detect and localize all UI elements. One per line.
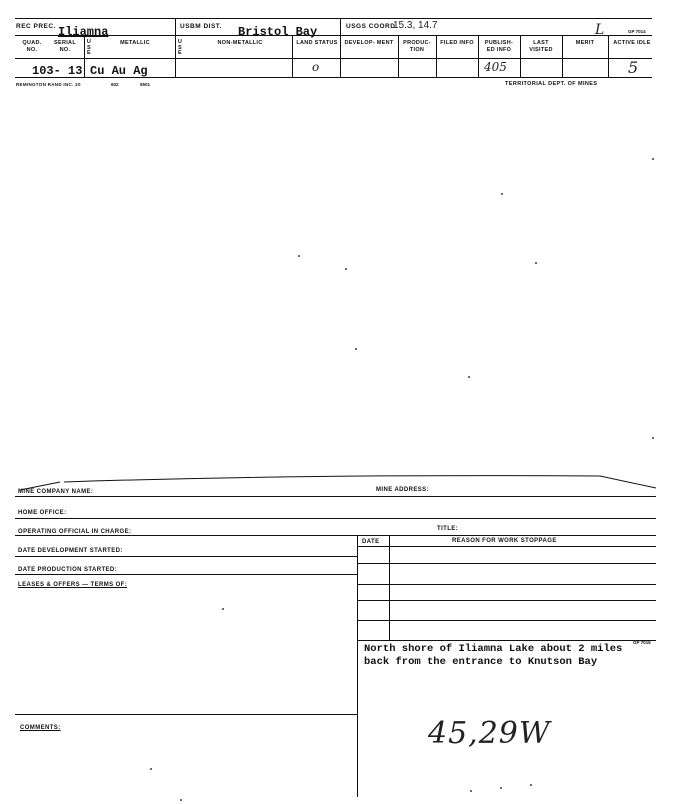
footer-dept: TERRITORIAL DEPT. OF MINES (505, 81, 598, 87)
col-sep-c (398, 35, 399, 77)
corner-handwritten-mark: L (595, 22, 605, 38)
speck (530, 784, 532, 786)
rule-table-1 (358, 563, 656, 564)
top-vsep-1 (175, 18, 176, 77)
date-production-label: DATE PRODUCTION STARTED: (18, 567, 118, 573)
top-rule-1 (15, 35, 652, 36)
date-development-label: DATE DEVELOPMENT STARTED: (18, 548, 123, 554)
col-metallic-use: U S E (86, 39, 92, 56)
speck (470, 790, 472, 792)
date-col-label: DATE (362, 539, 380, 545)
rule-table-4 (358, 620, 656, 621)
speck (298, 255, 300, 257)
row-published-info: 405 (484, 60, 507, 74)
row-quad-serial: 103- 13 (32, 64, 83, 78)
vline-date (389, 535, 390, 640)
top-rule-0 (15, 18, 652, 19)
speck (150, 768, 152, 770)
row-active-idle: 5 (628, 58, 639, 77)
col-sep-a (84, 35, 85, 77)
col-land-status: LAND STATUS (296, 40, 338, 46)
rule-official (15, 535, 656, 536)
rule-table-3 (358, 600, 656, 601)
col-last-visited: LAST VISITED (529, 40, 553, 53)
rule-dev (15, 556, 358, 557)
rule-comments (15, 714, 358, 715)
operating-official-label: OPERATING OFFICIAL IN CHARGE: (18, 529, 132, 535)
top-form-number: GP 7014 (628, 29, 646, 34)
speck (652, 437, 654, 439)
col-sep-f (520, 35, 521, 77)
col-development: DEVELOP- MENT (344, 40, 394, 46)
col-serial-no: SERIAL NO. (54, 40, 76, 53)
top-rule-2 (15, 58, 652, 59)
footer-code-2: 5501 (140, 82, 151, 87)
usbm-dist-label: USBM DIST. (180, 23, 222, 30)
speck (501, 193, 503, 195)
rule-prod (15, 574, 358, 575)
bottom-form-number: GP 7015 (633, 640, 651, 645)
col-published-info: PUBLISH- ED INFO (484, 40, 514, 53)
col-filed-info: FILED INFO (440, 40, 474, 46)
mine-company-name-label: MINE COMPANY NAME: (18, 489, 94, 495)
top-vsep-2 (340, 18, 341, 77)
footer-code-1: 602 (111, 82, 119, 87)
usbm-dist-value: Bristol Bay (238, 25, 318, 39)
rule-table-5 (358, 640, 656, 641)
leases-label: LEASES & OFFERS — TERMS OF: (18, 582, 128, 588)
footer-printer: REMINGTON RAND INC. 20 (16, 82, 81, 87)
speck (345, 268, 347, 270)
mine-address-label: MINE ADDRESS: (376, 487, 429, 493)
col-sep-d (436, 35, 437, 77)
title-label: TITLE: (437, 526, 459, 532)
rec-prec-value: Iliamna (58, 25, 109, 39)
col-merit: MERIT (575, 40, 595, 46)
rule-company (15, 496, 656, 497)
col-sep-g (562, 35, 563, 77)
home-office-label: HOME OFFICE: (18, 510, 67, 516)
location-note-line1: North shore of Iliamna Lake about 2 miles (364, 643, 623, 655)
usgs-coord-label: USGS COORD. (346, 23, 398, 30)
rule-home-office (15, 518, 656, 519)
reason-col-label: REASON FOR WORK STOPPAGE (452, 538, 557, 544)
speck (500, 787, 502, 789)
speck (180, 799, 182, 801)
comments-label: COMMENTS: (20, 725, 61, 731)
location-note-line2: back from the entrance to Knutson Bay (364, 656, 598, 668)
col-nonmetallic-use: U S E (177, 39, 183, 56)
col-quad-no: QUAD. NO. (22, 40, 42, 53)
col-nonmetallic: NON-METALLIC (217, 40, 263, 46)
rule-table-2 (358, 584, 656, 585)
row-land-status: o (312, 60, 320, 74)
speck (535, 262, 537, 264)
vline-main (357, 535, 358, 797)
speck (652, 158, 654, 160)
speck (222, 608, 224, 610)
rule-table-head (358, 546, 656, 547)
row-metallic: Cu Au Ag (90, 64, 148, 78)
card-top-edge (0, 470, 678, 494)
col-sep-e (478, 35, 479, 77)
col-active-idle: ACTIVE IDLE (613, 40, 651, 46)
usgs-coord-value: 15.3, 14.7 (393, 20, 438, 31)
handwritten-coordinates: 45,29W (428, 716, 551, 751)
rec-prec-label: REC PREC. (16, 23, 56, 30)
speck (468, 376, 470, 378)
col-sep-h (608, 35, 609, 77)
speck (355, 348, 357, 350)
col-sep-b (292, 35, 293, 77)
col-metallic: METALLIC (120, 40, 150, 46)
col-production: PRODUC- TION (403, 40, 431, 53)
